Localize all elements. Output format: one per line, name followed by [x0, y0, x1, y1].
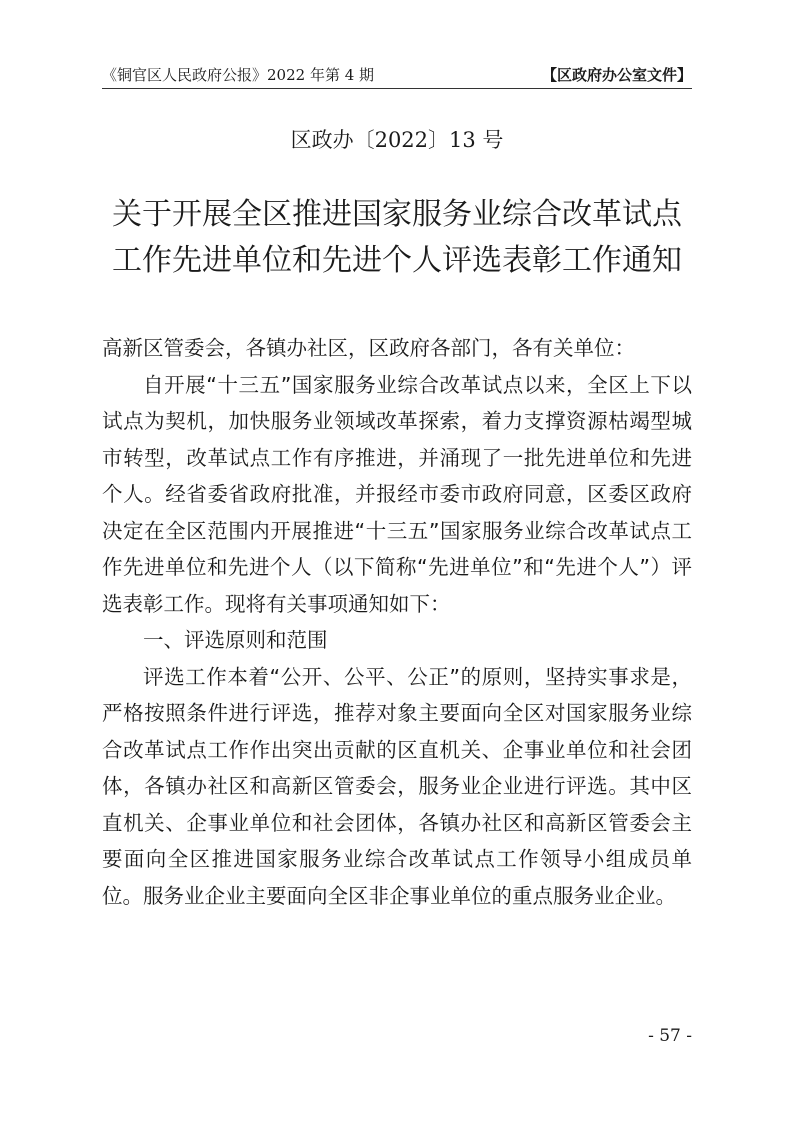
document-category-label: 【区政府办公室文件】: [541, 66, 692, 84]
body-paragraph-2: 评选工作本着“公开、公平、公正”的原则，坚持实事求是，严格按照条件进行评选，推荐对象主要面向全区对国家服务业综合改革试点工作作出突出贡献的区直机关、企事业单位和社会团体，各镇办社区和高新区管委会，服务业企业进行评选。其中区直机关、企事业单位和社会团体，各镇办社区和高新区管委会主要面向全区推进国家服务业综合改革试点工作领导小组成员单位。服务业企业主要面向全区非企事业单位的重点服务业企业。: [102, 664, 692, 908]
salutation: 高新区管委会，各镇办社区，区政府各部门，各有关单位：: [102, 336, 635, 360]
document-title: [60, 192, 734, 284]
section-heading-1: 一、评选原则和范围: [143, 628, 328, 652]
title-line-1: 关于开展全区推进国家服务业综合改革试点: [112, 197, 682, 232]
document-body: [102, 330, 692, 914]
title-line-2: 工作先进单位和先进个人评选表彰工作通知: [112, 243, 682, 278]
document-number: 区政办〔2022〕13 号: [290, 128, 504, 152]
page-number: - 57 -: [648, 1026, 692, 1046]
page-header: [102, 58, 692, 89]
gazette-issue-label: 《铜官区人民政府公报》2022 年第 4 期: [102, 66, 375, 84]
body-paragraph-1: 自开展“十三五”国家服务业综合改革试点以来，全区上下以试点为契机，加快服务业领域改革探索，着力支撑资源枯竭型城市转型，改革试点工作有序推进，并涌现了一批先进单位和先进个人。经省委省政府批准，并报经市委市政府同意，区委区政府决定在全区范围内开展推进“十三五”国家服务业综合改革试点工作先进单位和先进个人（以下简称“先进单位”和“先进个人”）评选表彰工作。现将有关事项通知如下：: [102, 372, 692, 616]
